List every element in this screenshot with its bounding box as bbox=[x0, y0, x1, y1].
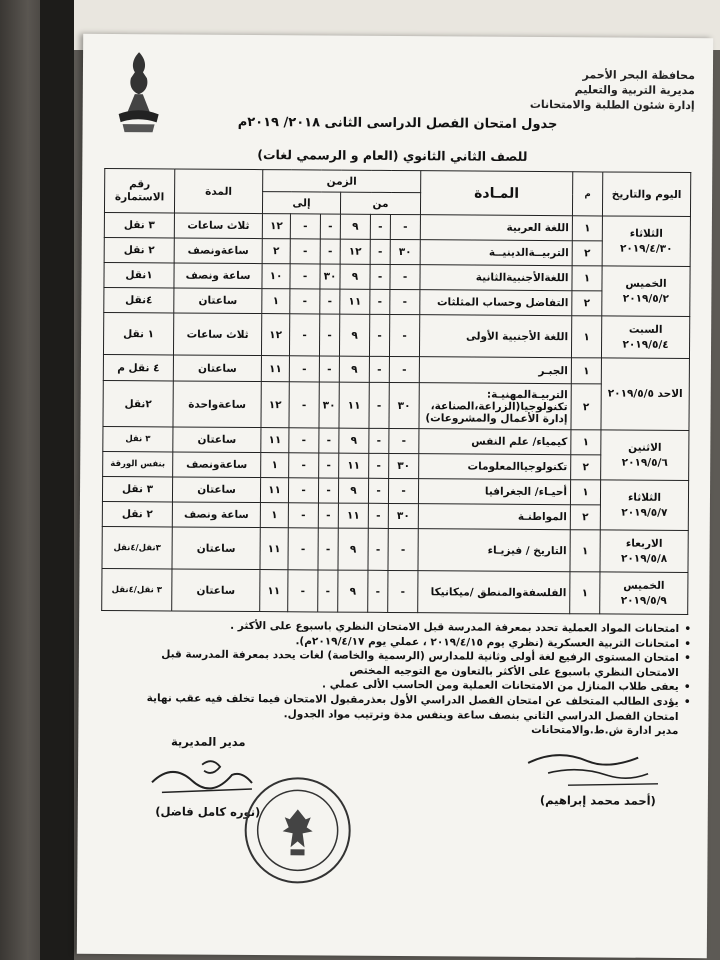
from-hour-cell: ٩ bbox=[338, 570, 368, 612]
to-hour-cell: ١١ bbox=[261, 356, 289, 382]
to-minute-cell: - bbox=[320, 214, 340, 239]
form-cell: ٣نقل/٤نقل bbox=[102, 526, 172, 568]
duration-cell: ساعةونصف bbox=[173, 452, 261, 478]
day-cell: الاحد ٢٠١٩/٥/٥ bbox=[601, 358, 690, 431]
document-page bbox=[77, 34, 713, 958]
to-hour-cell: ١ bbox=[261, 453, 289, 478]
separator: - bbox=[290, 289, 320, 314]
table-row bbox=[103, 312, 689, 358]
separator: - bbox=[288, 478, 318, 503]
duration-cell: ساعتان bbox=[172, 569, 260, 612]
to-minute-cell: - bbox=[319, 314, 339, 356]
subject-cell: اللغة الأجنبية الأولى bbox=[419, 315, 571, 358]
day-cell: الثلاثاء ٢٠١٩/٤/٣٠ bbox=[602, 216, 690, 267]
to-hour-cell: ١٢ bbox=[261, 314, 289, 356]
duration-cell: ساعةونصف bbox=[174, 238, 262, 264]
subject-cell: المواطنـة bbox=[418, 504, 570, 530]
from-minute-cell: - bbox=[390, 214, 420, 239]
official-stamp-icon bbox=[242, 775, 353, 886]
from-minute-cell: - bbox=[390, 289, 420, 314]
subject-cell: التفاضل وحساب المثلثات bbox=[420, 290, 572, 316]
num-cell: ٢ bbox=[571, 455, 601, 480]
to-minute-cell: ٣٠ bbox=[319, 382, 339, 428]
separator: - bbox=[290, 239, 320, 264]
to-minute-cell: - bbox=[319, 453, 339, 478]
from-hour-cell: ١١ bbox=[339, 382, 369, 428]
to-minute-cell: - bbox=[320, 239, 340, 264]
num-cell: ٢ bbox=[570, 505, 600, 530]
from-hour-cell: ٩ bbox=[340, 214, 370, 239]
manager-signature-icon bbox=[518, 743, 668, 794]
day-cell: الثلاثاء ٢٠١٩/٥/٧ bbox=[600, 480, 688, 531]
to-minute-cell: - bbox=[319, 428, 339, 453]
header-form: رقم الاستمارة bbox=[104, 168, 174, 212]
from-hour-cell: ٩ bbox=[338, 528, 368, 570]
day-cell: السبت ٢٠١٩/٥/٤ bbox=[601, 316, 689, 359]
header-duration: المدة bbox=[174, 169, 262, 214]
separator: - bbox=[370, 264, 390, 289]
issuer-header bbox=[530, 67, 695, 113]
from-hour-cell: ٩ bbox=[339, 428, 369, 453]
from-minute-cell: ٣٠ bbox=[390, 239, 420, 264]
director-title: مدير المديرية bbox=[170, 734, 246, 749]
subject-cell: أحيـاء/ الجغرافيا bbox=[418, 479, 570, 505]
header-time: الزمن bbox=[263, 170, 421, 193]
from-minute-cell: ٣٠ bbox=[388, 503, 418, 528]
table-header-row bbox=[105, 168, 691, 194]
from-minute-cell: - bbox=[388, 528, 418, 570]
separator: - bbox=[369, 356, 389, 382]
to-minute-cell: - bbox=[318, 503, 338, 528]
separator: - bbox=[368, 528, 388, 570]
separator: - bbox=[290, 264, 320, 289]
duration-cell: ساعتان bbox=[173, 427, 261, 453]
separator: - bbox=[290, 214, 320, 239]
separator: - bbox=[289, 382, 319, 428]
duration-cell: ثلاث ساعات bbox=[174, 213, 262, 239]
header-line-department: إدارة شئون الطلبة والامتحانات bbox=[529, 97, 695, 113]
from-minute-cell: - bbox=[389, 356, 419, 382]
num-cell: ١ bbox=[571, 430, 601, 455]
note-item: • امتحان المستوى الرفيع لغة أولى وثانية للمدارس (الرسمية والخاصة) لغات يحدد بمعرفة المدرسة قبل الامتحان النظري باسبوع على الأكثر بالتعاون مع التوجيه المختص bbox=[121, 647, 691, 680]
subject-cell: الجبـر bbox=[419, 357, 571, 384]
header-line-governorate: محافظة البحر الأحمر bbox=[582, 68, 695, 83]
form-cell: ٢نقل bbox=[103, 380, 173, 426]
separator: - bbox=[288, 528, 318, 570]
num-cell: ١ bbox=[570, 572, 600, 614]
note-item: • امتحانات التربية العسكرية (نظري يوم ٢٠١٩/٤/١٥ ، عملي يوم ٢٠١٩/٤/١٧م). bbox=[121, 633, 691, 652]
subject-cell: التاريخ / فيزيـاء bbox=[418, 529, 570, 572]
form-cell: ٤ نقل م bbox=[103, 354, 173, 380]
separator: - bbox=[369, 382, 389, 428]
from-hour-cell: ٩ bbox=[338, 478, 368, 503]
exam-schedule-table bbox=[101, 168, 691, 615]
separator: - bbox=[368, 570, 388, 612]
separator: - bbox=[369, 453, 389, 478]
num-cell: ٢ bbox=[571, 384, 601, 430]
subject-cell: التربيــةالدينيــة bbox=[420, 240, 572, 266]
subject-cell: التربيـةالمهنيـة: تكنولوجيا(الزراعة،الصناعة، إدارة الأعمال والمشروعات) bbox=[419, 383, 571, 430]
note-item: • يؤدى الطالب المتخلف عن امتحان الفصل الدراسي الأول بعذرمقبول الامتحان فيما تخلف فيه عقب نهاية امتحان الفصل الدراسي الثاني بنصف ساعة وبنفس مدة وترتيب مواد الجدول. bbox=[120, 691, 690, 724]
num-cell: ١ bbox=[571, 316, 601, 358]
from-hour-cell: ١١ bbox=[339, 453, 369, 478]
day-cell: الخميس ٢٠١٩/٥/٩ bbox=[600, 572, 688, 615]
duration-cell: ساعة ونصف bbox=[172, 502, 260, 528]
duration-cell: ساعتان bbox=[172, 527, 260, 570]
to-hour-cell: ١١ bbox=[260, 528, 288, 570]
header-from: من bbox=[340, 192, 420, 215]
ministry-logo-icon bbox=[113, 48, 166, 134]
to-hour-cell: ١٠ bbox=[262, 264, 290, 289]
to-minute-cell: - bbox=[318, 528, 338, 570]
to-hour-cell: ١٢ bbox=[261, 382, 289, 428]
header-line-directorate: مديرية التربية والتعليم bbox=[574, 83, 695, 98]
num-cell: ١ bbox=[571, 358, 601, 384]
num-cell: ١ bbox=[570, 530, 600, 572]
notes-section bbox=[120, 618, 691, 739]
from-minute-cell: ٣٠ bbox=[389, 453, 419, 478]
from-hour-cell: ١١ bbox=[338, 503, 368, 528]
table-row bbox=[102, 526, 688, 572]
duration-cell: ساعتان bbox=[174, 288, 262, 314]
num-cell: ٢ bbox=[572, 241, 602, 266]
to-minute-cell: - bbox=[318, 570, 338, 612]
duration-cell: ساعةواحدة bbox=[173, 381, 261, 428]
from-minute-cell: ٣٠ bbox=[389, 382, 419, 428]
header-to: إلى bbox=[262, 192, 340, 215]
form-cell: ٣ نقل/٤نقل bbox=[102, 568, 172, 610]
from-hour-cell: ١٢ bbox=[340, 239, 370, 264]
from-minute-cell: - bbox=[389, 428, 419, 453]
num-cell: ١ bbox=[572, 266, 602, 291]
to-minute-cell: ٣٠ bbox=[320, 264, 340, 289]
form-cell: ٣ نقل bbox=[102, 476, 172, 501]
to-minute-cell: - bbox=[319, 356, 339, 382]
note-item: • يعفى طلاب المنازل من الامتحانات العملية ومن الحاسب الألى عملي . bbox=[121, 676, 691, 695]
form-cell: ٢ نقل bbox=[104, 237, 174, 262]
header-day: اليوم والتاريخ bbox=[602, 172, 690, 217]
background-rail bbox=[40, 0, 74, 960]
director-name: (نوره كامل فاضل) bbox=[155, 804, 261, 820]
duration-cell: ساعة ونصف bbox=[174, 263, 262, 289]
num-cell: ٢ bbox=[572, 291, 602, 316]
department-manager-title: مدير ادارة ش.ط.والامتحانات bbox=[531, 724, 679, 738]
header-subject: المـادة bbox=[420, 171, 572, 216]
separator: - bbox=[370, 239, 390, 264]
to-hour-cell: ٢ bbox=[262, 239, 290, 264]
to-hour-cell: ١ bbox=[262, 289, 290, 314]
to-hour-cell: ١١ bbox=[261, 428, 289, 453]
to-hour-cell: ١١ bbox=[260, 478, 288, 503]
subject-cell: اللغةالأجنبيةالثانية bbox=[420, 265, 572, 291]
from-hour-cell: ٩ bbox=[339, 314, 369, 356]
from-hour-cell: ١١ bbox=[340, 289, 370, 314]
separator: - bbox=[370, 289, 390, 314]
num-cell: ١ bbox=[570, 480, 600, 505]
form-cell: بنفس الورقة bbox=[103, 451, 173, 476]
subject-cell: تكنولوجياالمعلومات bbox=[419, 454, 571, 480]
header-num: م bbox=[572, 172, 602, 216]
day-cell: الخميس ٢٠١٩/٥/٢ bbox=[602, 266, 690, 317]
separator: - bbox=[288, 503, 318, 528]
separator: - bbox=[368, 503, 388, 528]
to-hour-cell: ١٢ bbox=[262, 214, 290, 239]
form-cell: ٢ نقل bbox=[102, 501, 172, 526]
separator: - bbox=[289, 314, 319, 356]
subject-cell: اللغة العربية bbox=[420, 215, 572, 241]
from-minute-cell: - bbox=[388, 478, 418, 503]
duration-cell: ثلاث ساعات bbox=[173, 313, 261, 356]
separator: - bbox=[370, 214, 390, 239]
day-cell: الاثنين ٢٠١٩/٥/٦ bbox=[601, 430, 689, 481]
duration-cell: ساعتان bbox=[172, 477, 260, 503]
to-minute-cell: - bbox=[320, 289, 340, 314]
from-hour-cell: ٩ bbox=[339, 356, 369, 382]
form-cell: ٣ نقل bbox=[103, 426, 173, 451]
to-hour-cell: ١١ bbox=[260, 570, 288, 612]
from-minute-cell: - bbox=[389, 314, 419, 356]
separator: - bbox=[369, 314, 389, 356]
table-row bbox=[102, 568, 688, 614]
separator: - bbox=[289, 356, 319, 382]
separator: - bbox=[369, 428, 389, 453]
separator: - bbox=[289, 453, 319, 478]
separator: - bbox=[288, 570, 318, 612]
day-cell: الاربعاء ٢٠١٩/٥/٨ bbox=[600, 530, 688, 573]
document-title: جدول امتحان الفصل الدراسى الثانى ٢٠١٨/ ٢٠١٩م bbox=[237, 114, 558, 133]
duration-cell: ساعتان bbox=[173, 355, 261, 382]
from-minute-cell: - bbox=[390, 264, 420, 289]
from-hour-cell: ٩ bbox=[340, 264, 370, 289]
from-minute-cell: - bbox=[388, 570, 418, 612]
subject-cell: الفلسفةوالمنطق /ميكانيكا bbox=[418, 571, 570, 614]
separator: - bbox=[368, 478, 388, 503]
manager-name: (أحمد محمد إبراهيم) bbox=[539, 793, 656, 808]
subject-cell: كيمياء/ علم النفس bbox=[419, 429, 571, 455]
form-cell: ٣ نقل bbox=[104, 212, 174, 237]
note-item: • امتحانات المواد العملية تحدد بمعرفة المدرسة قبل الامتحان النظري باسبوع على الأكثر . bbox=[121, 618, 691, 637]
form-cell: ١نقل bbox=[104, 262, 174, 287]
form-cell: ١ نقل bbox=[103, 312, 173, 354]
separator: - bbox=[289, 428, 319, 453]
num-cell: ١ bbox=[572, 216, 602, 241]
document-subtitle: للصف الثاني الثانوي (العام و الرسمي لغات) bbox=[257, 147, 528, 164]
form-cell: ٤نقل bbox=[104, 287, 174, 312]
to-minute-cell: - bbox=[318, 478, 338, 503]
to-hour-cell: ١ bbox=[260, 503, 288, 528]
table-row bbox=[103, 354, 689, 384]
